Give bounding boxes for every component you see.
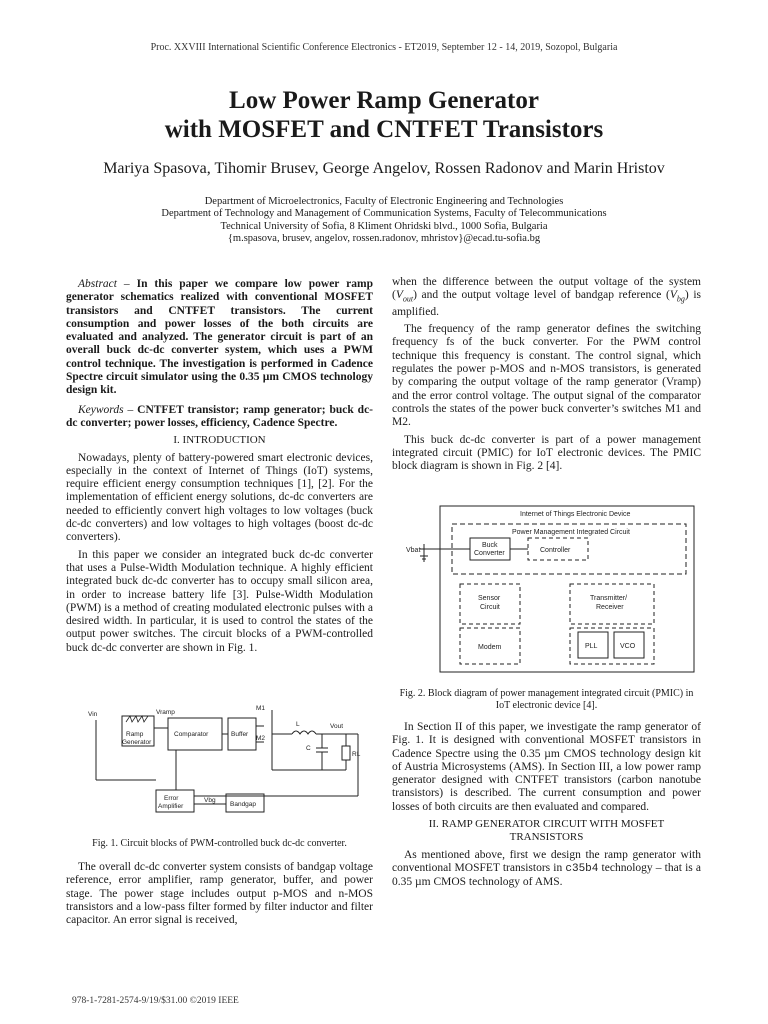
title-line-2: with MOSFET and CNTFET Transistors [164,116,604,143]
error-label: Error [164,795,179,802]
abstract [66,278,373,398]
section-1-heading: I. INTRODUCTION [173,434,266,447]
keywords-text: CNTFET transistor; ramp generator; buck dc-dc converter; power losses, efficiency, Cadence Spectre. [66,403,373,429]
affiliations [0,196,768,246]
title-line-1: Low Power Ramp Generator [229,87,539,114]
left-bottom-text [66,861,373,931]
vbat-label: Vbat [406,547,421,554]
pmic-label: Power Management Integrated Circuit [512,529,630,536]
section-2-heading: II. RAMP GENERATOR CIRCUIT WITH MOSFET TRANSISTORS [428,818,665,844]
keywords-label: Keywords – [78,403,134,416]
comparator-label: Comparator [174,731,209,738]
paper-title [0,86,768,144]
converter-label: Converter [474,550,505,557]
sensor-label: Sensor [478,595,501,602]
vout-label: Vout [330,723,344,730]
right-column-bottom [392,721,701,894]
vco-label: VCO [620,643,636,650]
bandgap-label: Bandgap [230,801,257,808]
modem-label: Modem [478,644,502,651]
frequency-paragraph: The frequency of the ramp generator defines the switching frequency fs of the buck converter. For the PWM control technique this frequency is constant. The control signal, which regulates the power p-MOS and n-MOS transistors, is generated by comparing the output voltage of the ramp generator (Vramp) and the error control voltage. The output signal of the comparator controls the states of the power buck converter’s switches M1 and M2. [392,323,701,429]
fig1-circuit-diagram [86,700,366,820]
vramp-label: Vramp [156,709,175,716]
affiliation-line: Department of Technology and Management of Communication Systems, Faculty of Telecommunications [161,208,607,220]
author-list: Mariya Spasova, Tihomir Brusev, George Angelov, Rossen Radonov and Marin Hristov [103,160,665,177]
keywords [66,404,373,431]
generator-label: Generator [122,739,152,746]
fig1-caption: Fig. 1. Circuit blocks of PWM-controlled buck dc-dc converter. [92,838,347,849]
iot-label: Internet of Things Electronic Device [520,511,631,518]
c-label: C [306,745,311,752]
section-overview-paragraph: In Section II of this paper, we investigate the ramp generator of Fig. 1. It is designed with conventional MOSFET transistors in Cadence Spectre using the 0.35 µm CMOS technology design kit of Austria Microsystems (AMS). In Section III, a low power ramp generator designed with CNTFET transistors (carbon nanotube transistors) is described. The current consumption and power losses of both circuits are then evaluated and compared. [392,721,701,813]
l-label: L [296,721,300,728]
right-column-top [392,276,701,477]
footer-copyright: 978-1-7281-2574-9/19/$31.00 ©2019 IEEE [72,996,239,1006]
left-column [66,278,373,659]
transmitter-label: Transmitter/ [590,595,628,602]
abstract-text: In this paper we compare low power ramp generator schematics realized with conventional MOSFET transistors and CNTFET transistors. The current consumption and power losses of the both circuits are evaluated and analyzed. The generator circuit is part of an overall buck dc-dc converter system, which uses a PWM control technique. The investigation is performed in Cadence Spectre circuit simulator using the 0.35 µm CMOS technology design kit. [66,278,373,397]
affiliation-line: Technical University of Sofia, 8 Kliment Ohridski blvd., 1000 Sofia, Bulgaria [220,220,548,232]
ramp-label: Ramp [126,731,144,738]
buck-label: Buck [482,542,498,549]
intro-paragraph-2: In this paper we consider an integrated buck dc-dc converter that uses a Pulse-Width Modulation technique. A highly efficient integrated buck dc-dc converter has to occupy small silicon area, in order to increase battery life [3]. Pulse-Width Modulation (PWM) is a method of creating modulated electronic pulses with a desired width. In particular, it is used to control the states of the output power switches. The circuit blocks of a PWM-controlled buck dc-dc converter are shown in Fig. 1. [66,548,373,654]
rl-label: RL [352,751,361,758]
receiver-label: Receiver [596,604,624,611]
inductor [292,731,316,734]
pmic-paragraph: This buck dc-dc converter is part of a power management integrated circuit (PMIC) for IoT electronic devices. The PMIC block diagram is shown in Fig. 2 [4]. [392,433,701,473]
abstract-label: Abstract – [78,278,130,290]
section-2-paragraph: As mentioned above, first we design the ramp generator with conventional MOSFET transistors in c35b4 technology – that is a 0.35 µm CMOS technology of AMS. [392,848,701,889]
vin-label: Vin [88,711,98,718]
m1-label: M1 [256,705,266,712]
fig2-pmic-block-diagram [400,504,700,676]
vbg-label: Vbg [204,797,216,804]
pll-label: PLL [585,643,598,650]
load-resistor [342,746,350,760]
circuit-label: Circuit [480,604,500,611]
buffer-label: Buffer [231,731,249,738]
affiliation-emails: {m.spasova, brusev, angelov, rossen.radonov, mhristov}@ecad.tu-sofia.bg [227,233,541,245]
conference-header: Proc. XXVIII International Scientific Conference Electronics - ET2019, September 12 - 14, 2019, Sozopol, Bulgaria [150,42,618,53]
fig2-caption: Fig. 2. Block diagram of power management integrated circuit (PMIC) in IoT electronic device [4]. [399,688,694,711]
m2-label: M2 [256,735,266,742]
intro-paragraph-1: Nowadays, plenty of battery-powered smart electronic devices, especially in the context of Internet of Things (IoT) systems, require efficient energy consumption techniques [1], [2]. For the implementation of efficient energy solutions, dc-dc converters are needed to efficiently convert high voltages to low voltages (buck dc-dc converters) and low voltages to high voltages (boost dc-dc converters). [66,451,373,544]
error-signal-continuation: when the difference between the output voltage of the system $(V_{out})$ and the output voltage level of bandgap reference $(V_{bg})$ is amplified. [392,276,702,318]
controller-label: Controller [540,547,571,554]
amplifier-label: Amplifier [158,803,184,810]
system-paragraph: The overall dc-dc converter system consists of bandgap voltage reference, error amplifier, ramp generator, buffer, and power stage. The power stage includes output p-MOS and n-MOS transistors and a low-pass filter formed by filter inductor and filter capacitor. An error signal is received, [66,861,373,927]
affiliation-line: Department of Microelectronics, Faculty of Electronic Engineering and Technologies [204,196,564,207]
